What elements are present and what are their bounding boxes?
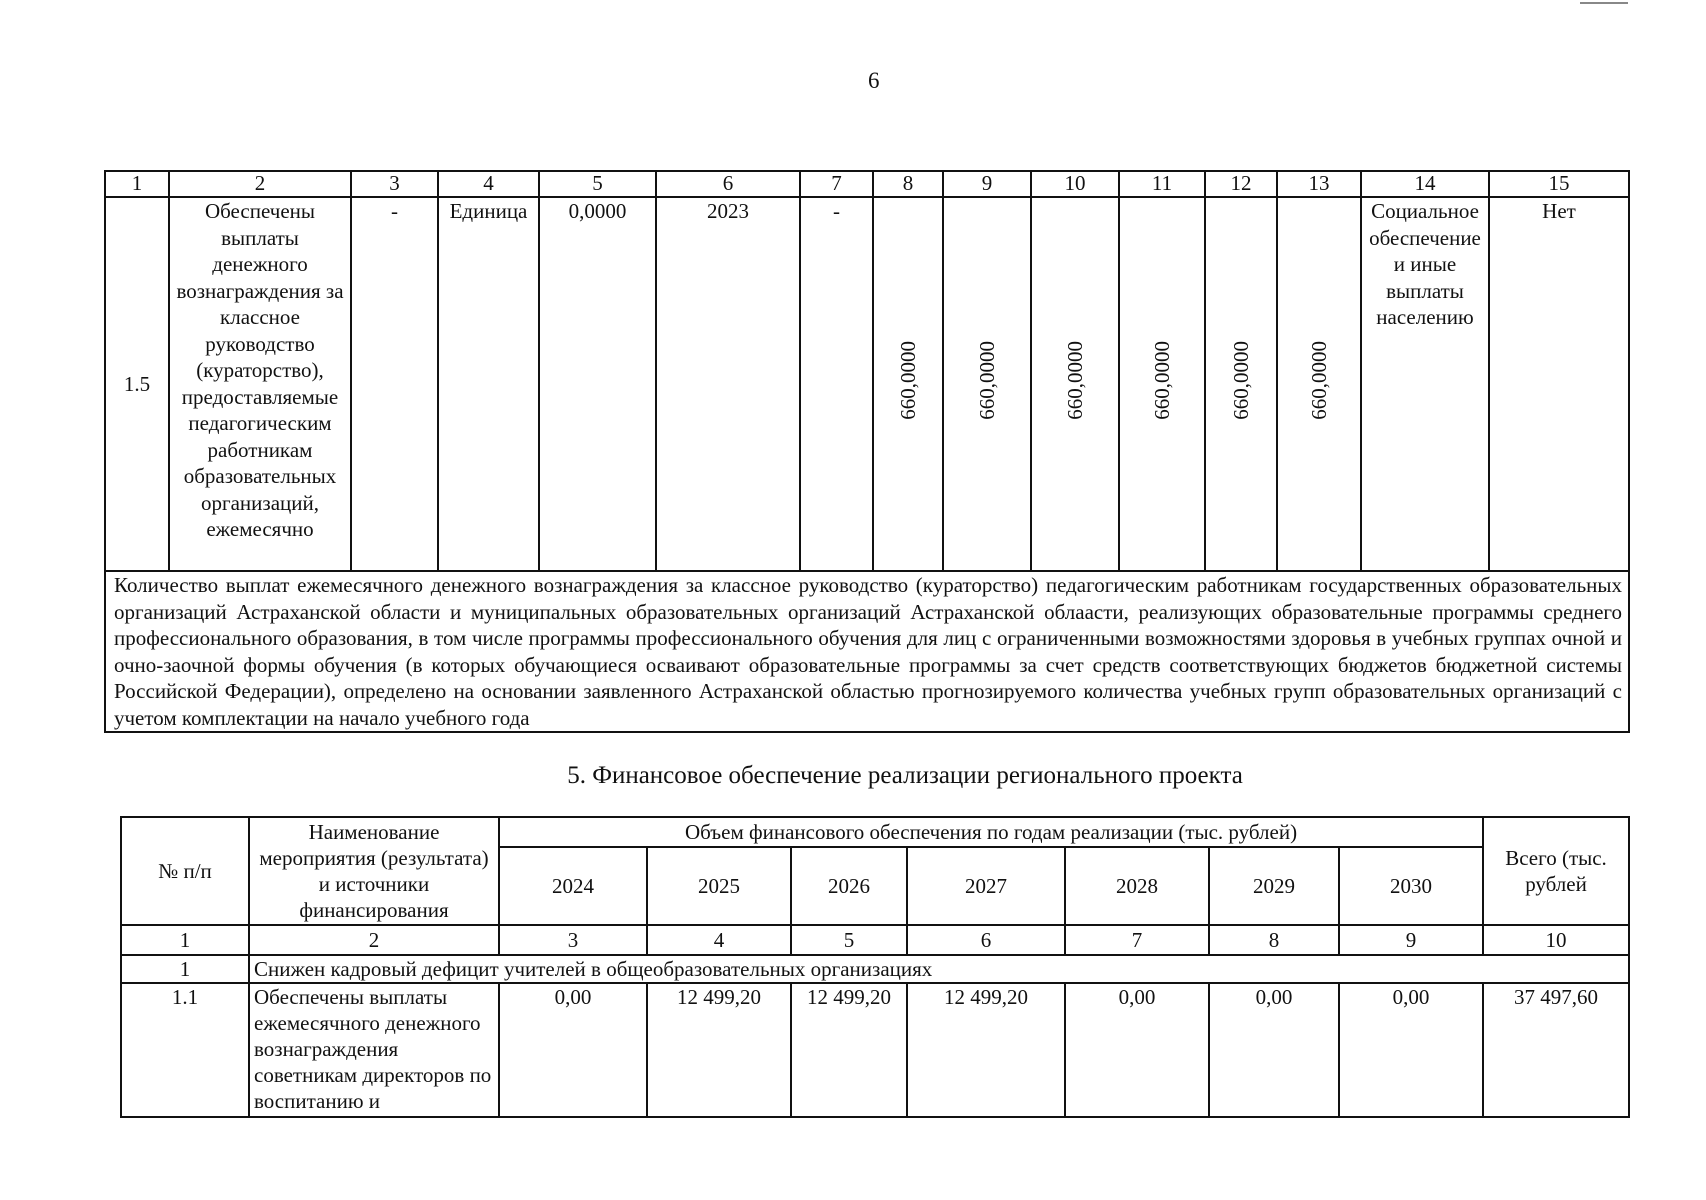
section-name: Снижен кадровый дефицит учителей в общеобразовательных организациях (249, 955, 1629, 983)
header-year: 2025 (647, 847, 791, 925)
col-number: 15 (1489, 171, 1629, 197)
col-number: 9 (1339, 925, 1483, 955)
col-number: 6 (656, 171, 800, 197)
year-amount: 0,00 (1339, 983, 1483, 1117)
header-year: 2030 (1339, 847, 1483, 925)
unit-of-measure: Единица (438, 197, 539, 571)
year-amount: 0,00 (1065, 983, 1209, 1117)
header-row (121, 817, 1629, 847)
header-year: 2026 (791, 847, 907, 925)
year-value-cell (1277, 197, 1361, 571)
indicator-name: Обеспечены выплаты денежного вознаграждения за классное руководство (кураторство), предоставляемые педагогическим работникам образовательных организаций, ежемесячно (169, 197, 351, 571)
methodology-note: Количество выплат ежемесячного денежного вознаграждения за классное руководство (кураторство) педагогическим работникам государственных образовательных организаций Астраханской области и муниципальных образовательных организаций Астраханской облаасти, реализующих образовательные программы среднего профессионального образования, в том числе программы профессионального обучения для лиц с ограниченными возможностями здоровья в учебных группах очной и очно-заочной формы обучения (в которых обучающиеся осваивают образовательные программы за счет средств соответствующих бюджетов бюджетной системы Российской Федерации), определено на основании заявленного Астраханской областью прогнозируемого количества учебных групп образовательных организаций с учетом комплектации на начало учебного года (105, 571, 1629, 732)
col-number: 10 (1483, 925, 1629, 955)
header-volume: Объем финансового обеспечения по годам реализации (тыс. рублей) (499, 817, 1483, 847)
year-amount: 12 499,20 (907, 983, 1065, 1117)
col-number: 10 (1031, 171, 1119, 197)
col-number: 1 (105, 171, 169, 197)
year-value-cell (1205, 197, 1277, 571)
header-num: № п/п (121, 817, 249, 925)
indicator-type: - (351, 197, 438, 571)
section-number: 1 (121, 955, 249, 983)
item-number: 1.1 (121, 983, 249, 1117)
table-row (121, 983, 1629, 1117)
note-row (105, 571, 1629, 732)
col-number: 13 (1277, 171, 1361, 197)
indicators-table (104, 170, 1630, 733)
col-number: 2 (169, 171, 351, 197)
year-amount: 12 499,20 (647, 983, 791, 1117)
col-number: 12 (1205, 171, 1277, 197)
col-number: 11 (1119, 171, 1205, 197)
base-year: 2023 (656, 197, 800, 571)
page-number: 6 (868, 68, 880, 93)
col-number: 5 (539, 171, 656, 197)
col-number: 7 (800, 171, 873, 197)
year-value: 660,0000 (1062, 341, 1087, 421)
header-year: 2027 (907, 847, 1065, 925)
year-value-cell (1031, 197, 1119, 571)
col15-value: Нет (1489, 197, 1629, 571)
col7-value: - (800, 197, 873, 571)
table-row (105, 197, 1629, 571)
year-value: 660,0000 (895, 341, 920, 421)
year-amount: 0,00 (1209, 983, 1339, 1117)
col-number: 9 (943, 171, 1031, 197)
scan-mark (1580, 2, 1628, 4)
year-amount: 0,00 (499, 983, 647, 1117)
finance-table (120, 816, 1630, 1118)
year-value-cell (943, 197, 1031, 571)
section-row (121, 955, 1629, 983)
col-number: 2 (249, 925, 499, 955)
year-amount: 12 499,20 (791, 983, 907, 1117)
expense-characteristic: Социальное обеспечение и иные выплаты населению (1361, 197, 1489, 571)
column-number-row (121, 925, 1629, 955)
col-number: 6 (907, 925, 1065, 955)
col-number: 3 (351, 171, 438, 197)
col-number: 8 (873, 171, 943, 197)
base-value: 0,0000 (539, 197, 656, 571)
col-number: 8 (1209, 925, 1339, 955)
year-value: 660,0000 (974, 341, 999, 421)
section-title: 5. Финансовое обеспечение реализации регионального проекта (567, 762, 1243, 789)
column-number-row (105, 171, 1629, 197)
col-number: 3 (499, 925, 647, 955)
col-number: 7 (1065, 925, 1209, 955)
col-number: 4 (647, 925, 791, 955)
header-year: 2029 (1209, 847, 1339, 925)
year-value: 660,0000 (1149, 341, 1174, 421)
col-number: 14 (1361, 171, 1489, 197)
header-year: 2024 (499, 847, 647, 925)
header-total: Всего (тыс. рублей (1483, 817, 1629, 925)
header-name: Наименование мероприятия (результата) и источники финансирования (249, 817, 499, 925)
year-value-cell (1119, 197, 1205, 571)
col-number: 5 (791, 925, 907, 955)
header-year: 2028 (1065, 847, 1209, 925)
row-number: 1.5 (105, 197, 169, 571)
year-value-cell (873, 197, 943, 571)
col-number: 1 (121, 925, 249, 955)
year-value: 660,0000 (1228, 341, 1253, 421)
col-number: 4 (438, 171, 539, 197)
item-name: Обеспечены выплаты ежемесячного денежного вознаграждения советникам директоров по воспитанию и (249, 983, 499, 1117)
total-amount: 37 497,60 (1483, 983, 1629, 1117)
year-value: 660,0000 (1306, 341, 1331, 421)
